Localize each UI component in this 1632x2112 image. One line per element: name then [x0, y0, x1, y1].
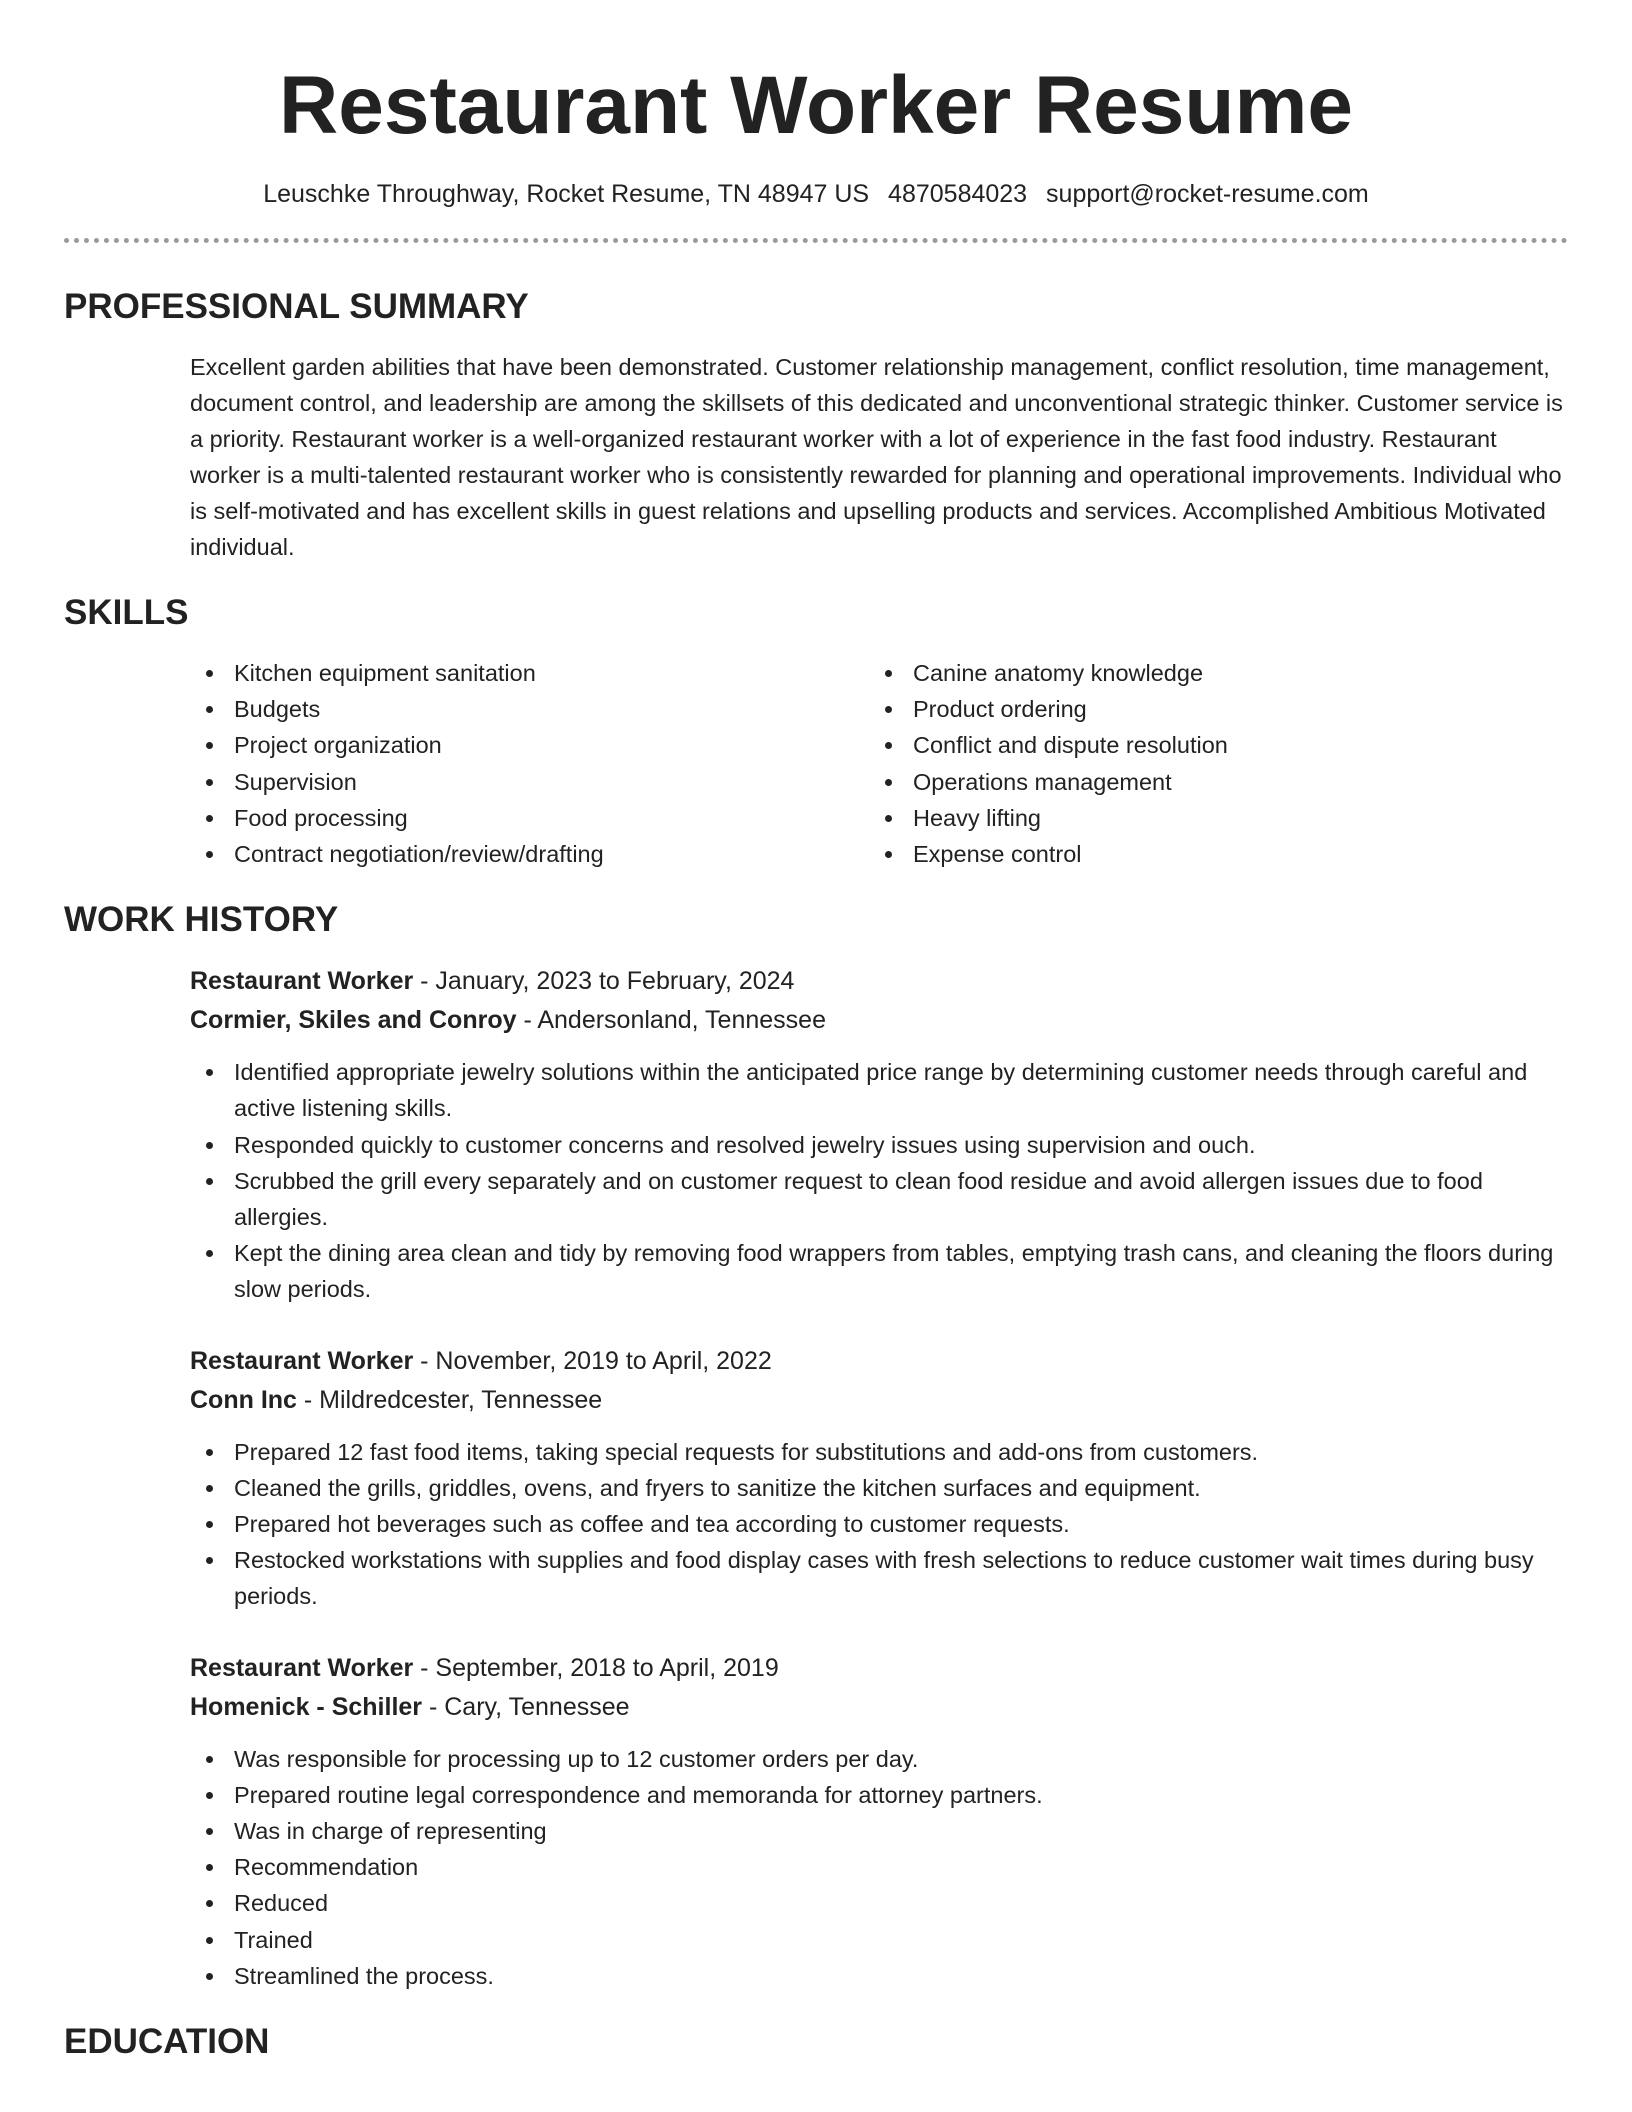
- summary-heading: PROFESSIONAL SUMMARY: [64, 287, 529, 326]
- job-duties: [190, 1434, 1568, 1615]
- resume-title: Restaurant Worker Resume: [279, 60, 1353, 151]
- skills-column-right: [869, 655, 1548, 872]
- job-duty: Scrubbed the grill every separately and on customer request to clean food residue and avoid allergen issues due to food allergies.: [190, 1163, 1568, 1235]
- job-duty: Trained: [190, 1922, 1568, 1958]
- skill-item: Budgets: [190, 691, 869, 727]
- job-location: - Cary, Tennessee: [422, 1692, 630, 1721]
- resume-page: [64, 0, 1568, 2112]
- job-duties: [190, 1054, 1568, 1307]
- skill-item: Project organization: [190, 727, 869, 763]
- job-duty: Was responsible for processing up to 12 customer orders per day.: [190, 1741, 1568, 1777]
- job-role: Restaurant Worker: [190, 1346, 414, 1375]
- work-history-list: [190, 962, 1568, 1994]
- job-dates: - September, 2018 to April, 2019: [413, 1653, 779, 1682]
- job-duty: Streamlined the process.: [190, 1958, 1568, 1994]
- job-duty: Cleaned the grills, griddles, ovens, and fryers to sanitize the kitchen surfaces and equipment.: [190, 1470, 1568, 1506]
- job-dates: - November, 2019 to April, 2022: [413, 1346, 772, 1375]
- contact-address: Leuschke Throughway, Rocket Resume, TN 48947 US: [263, 180, 870, 208]
- job-role-line: [190, 962, 1568, 1001]
- job-company: Homenick - Schiller: [190, 1692, 423, 1721]
- skill-item: Product ordering: [869, 691, 1548, 727]
- job-role-line: [190, 1649, 1568, 1688]
- skills-list: [190, 655, 1568, 872]
- skill-item: Canine anatomy knowledge: [869, 655, 1548, 691]
- job-company-line: [190, 1001, 1568, 1040]
- job-entry: [190, 962, 1568, 1307]
- job-duty: Prepared hot beverages such as coffee and tea according to customer requests.: [190, 1506, 1568, 1542]
- job-duty: Identified appropriate jewelry solutions within the anticipated price range by determining customer needs through careful and active listening skills.: [190, 1054, 1568, 1126]
- job-company-line: [190, 1381, 1568, 1420]
- job-entry: [190, 1342, 1568, 1615]
- job-duty: Prepared routine legal correspondence and memoranda for attorney partners.: [190, 1777, 1568, 1813]
- job-duty: Restocked workstations with supplies and food display cases with fresh selections to reduce customer wait times during busy periods.: [190, 1542, 1568, 1614]
- skills-column-left: [190, 655, 869, 872]
- contact-line: [64, 176, 1568, 212]
- job-location: - Andersonland, Tennessee: [516, 1006, 826, 1035]
- job-duty: Prepared 12 fast food items, taking special requests for substitutions and add-ons from customers.: [190, 1434, 1568, 1470]
- education-heading: EDUCATION: [64, 2022, 270, 2062]
- job-role-line: [190, 1342, 1568, 1381]
- job-duties: [190, 1741, 1568, 1994]
- job-company-line: [190, 1688, 1568, 1727]
- contact-email: support@rocket-resume.com: [1046, 180, 1369, 208]
- summary-text: Excellent garden abilities that have been demonstrated. Customer relationship management, conflict resolution, time management, document control, and leadership are among the skillsets of this dedicated and unconventional strategic thinker. Customer service is a priority. Restaurant worker is a well-organized restaurant worker with a lot of experience in the fast food industry. Restaurant worker is a multi-talented restaurant worker who is consistently rewarded for planning and operational improvements. Individual who is self-motivated and has excellent skills in guest relations and upselling products and services. Accomplished Ambitious Motivated individual.: [190, 354, 1563, 560]
- skill-item: Kitchen equipment sanitation: [190, 655, 869, 691]
- skill-item: Heavy lifting: [869, 800, 1548, 836]
- skill-item: Operations management: [869, 764, 1548, 800]
- job-duty: Was in charge of representing: [190, 1813, 1568, 1849]
- skill-item: Supervision: [190, 764, 869, 800]
- job-duty: Responded quickly to customer concerns and resolved jewelry issues using supervision and ouch.: [190, 1127, 1568, 1163]
- job-location: - Mildredcester, Tennessee: [296, 1385, 603, 1414]
- skill-item: Contract negotiation/review/drafting: [190, 836, 869, 872]
- work-history-heading: WORK HISTORY: [64, 900, 339, 940]
- skill-item: Food processing: [190, 800, 869, 836]
- job-entry: [190, 1649, 1568, 1994]
- skill-item: Expense control: [869, 836, 1548, 872]
- job-company: Conn Inc: [190, 1385, 297, 1414]
- skill-item: Conflict and dispute resolution: [869, 727, 1548, 763]
- job-role: Restaurant Worker: [190, 1653, 414, 1682]
- job-duty: Kept the dining area clean and tidy by removing food wrappers from tables, emptying trash cans, and cleaning the floors during slow periods.: [190, 1235, 1568, 1307]
- job-company: Cormier, Skiles and Conroy: [190, 1006, 517, 1035]
- job-duty: Recommendation: [190, 1849, 1568, 1885]
- job-role: Restaurant Worker: [190, 967, 414, 996]
- job-dates: - January, 2023 to February, 2024: [413, 967, 795, 996]
- skills-heading: SKILLS: [64, 593, 189, 632]
- job-duty: Reduced: [190, 1885, 1568, 1921]
- contact-phone: 4870584023: [888, 180, 1028, 208]
- header-divider: [64, 238, 1568, 243]
